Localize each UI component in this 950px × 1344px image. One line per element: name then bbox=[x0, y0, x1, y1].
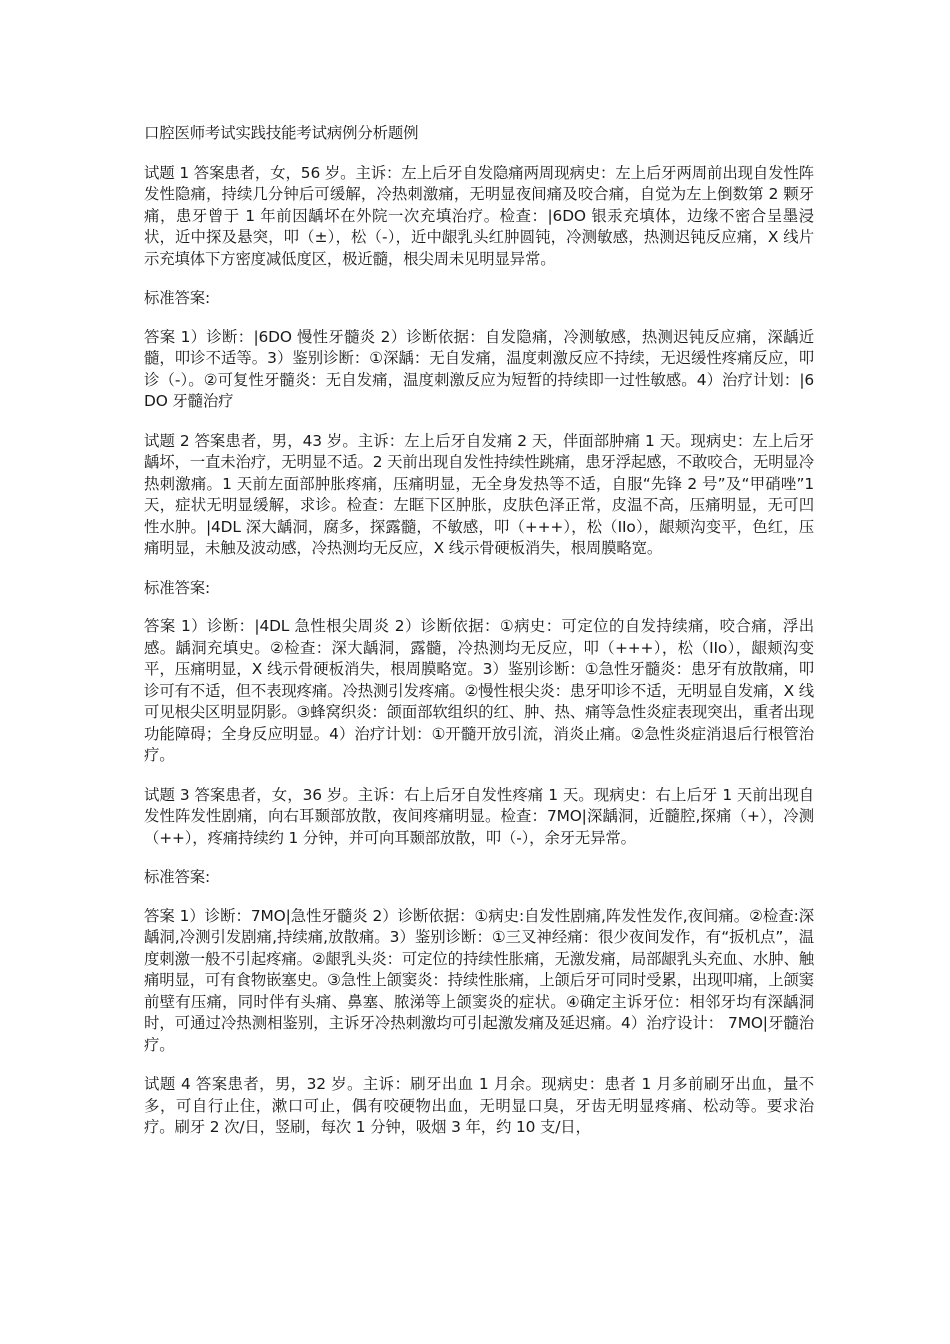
case-question-2: 试题 2 答案患者，男，43 岁。主诉：左上后牙自发痛 2 天，伴面部肿痛 1 天。现病史：左上后牙龋坏，一直未治疗，无明显不适。2 天前出现自发性持续性跳痛，患牙浮起感，不敢咬合，无明显冷热刺激痛。1 天前左面部肿胀疼痛，压痛明显，无全身发热等不适，自服“先锋 2 号”及“甲硝唑”1 天，症状无明显缓解，求诊。检查：左眶下区肿胀，皮肤色泽正常，皮温不高，压痛明显，无可凹性水肿。|4DL 深大龋洞，腐多，探露髓，不敏感，叩（+++），松（IIo），龈颊沟变平，色红，压痛明显，未触及波动感，冷热测均无反应，X 线示骨硬板消失，根周膜略宽。 bbox=[144, 431, 814, 557]
case-answer-1: 答案 1）诊断：|6DO 慢性牙髓炎 2）诊断依据：自发隐痛，冷测敏感，热测迟钝反应痛，深龋近髓，叩诊不适等。3）鉴别诊断：①深龋：无自发痛，温度刺激反应不持续，无迟缓性疼痛反应，叩诊（-）。②可复性牙髓炎：无自发痛，温度刺激反应为短暂的持续即一过性敏感。4）治疗计划：|6DO 牙髓治疗 bbox=[144, 327, 814, 410]
case-answer-3: 答案 1）诊断：7MO|急性牙髓炎 2）诊断依据：①病史:自发性剧痛,阵发性发作,夜间痛。②检查:深龋洞,冷测引发剧痛,持续痛,放散痛。3）鉴别诊断：①三叉神经痛：很少夜间发作，有“扳机点”，温度刺激一般不引起疼痛。②龈乳头炎：可定位的持续性胀痛，无激发痛，局部龈乳头充血、水肿、触痛明显，可有食物嵌塞史。③急性上颌窦炎：持续性胀痛，上颌后牙可同时受累，出现叩痛，上颌窦前壁有压痛，同时伴有头痛、鼻塞、脓涕等上颌窦炎的症状。④确定主诉牙位：相邻牙均有深龋洞时，可通过冷热测相鉴别，主诉牙冷热刺激均可引起激发痛及延迟痛。4）治疗设计： 7MO|牙髓治疗。 bbox=[144, 906, 814, 1054]
standard-answer-label-3: 标准答案: bbox=[144, 868, 210, 886]
case-question-4: 试题 4 答案患者，男，32 岁。主诉：刷牙出血 1 月余。现病史：患者 1 月多前刷牙出血，量不多，可自行止住，漱口可止，偶有咬硬物出血，无明显口臭，牙齿无明显疼痛、松动等。要求治疗。刷牙 2 次/日，竖刷，每次 1 分钟，吸烟 3 年，约 10 支/日， bbox=[144, 1075, 814, 1136]
standard-answer-label-2: 标准答案: bbox=[144, 578, 210, 597]
case-question-1: 试题 1 答案患者，女，56 岁。主诉：左上后牙自发隐痛两周现病史：左上后牙两周前出现自发性阵发性隐痛，持续几分钟后可缓解，冷热刺激痛，无明显夜间痛及咬合痛，自觉为左上倒数第 2 颗牙痛，患牙曾于 1 年前因龋坏在外院一次充填治疗。检查：|6DO 银汞充填体，边缘不密合呈墨浸状，近中探及悬突，叩（±），松（-），近中龈乳头红肿圆钝，冷测敏感，热测迟钝反应痛，X 线片示充填体下方密度减低度区，极近髓，根尖周未见明显异常。 bbox=[144, 163, 814, 268]
document-body bbox=[144, 123, 814, 1157]
case-answer-2: 答案 1）诊断：|4DL 急性根尖周炎 2）诊断依据：①病史：可定位的自发持续痛，咬合痛，浮出感。龋洞充填史。②检查：深大龋洞，露髓，冷热测均无反应，叩（+++），松（IIo），龈颊沟变平，压痛明显，X 线示骨硬板消失，根周膜略宽。3）鉴别诊断：①急性牙髓炎：患牙有放散痛，叩诊可有不适，但不表现疼痛。冷热测引发疼痛。②慢性根尖炎：患牙叩诊不适，无明显自发痛，X 线可见根尖区明显阴影。③蜂窝织炎：颌面部软组织的红、肿、热、痛等急性炎症表现突出，重者出现功能障碍；全身反应明显。4）治疗计划：①开髓开放引流，消炎止痛。②急性炎症消退后行根管治疗。 bbox=[144, 617, 814, 764]
document-title: 口腔医师考试实践技能考试病例分析题例 bbox=[144, 124, 419, 142]
case-question-3: 试题 3 答案患者，女，36 岁。主诉：右上后牙自发性疼痛 1 天。现病史：右上后牙 1 天前出现自发性阵发性剧痛，向右耳颞部放散，夜间疼痛明显。检查：7MO|深龋洞，近髓腔,探痛（+），冷测（++），疼痛持续约 1 分钟，并可向耳颞部放散，叩（-），余牙无异常。 bbox=[144, 785, 814, 847]
standard-answer-label-1: 标准答案: bbox=[144, 289, 210, 307]
